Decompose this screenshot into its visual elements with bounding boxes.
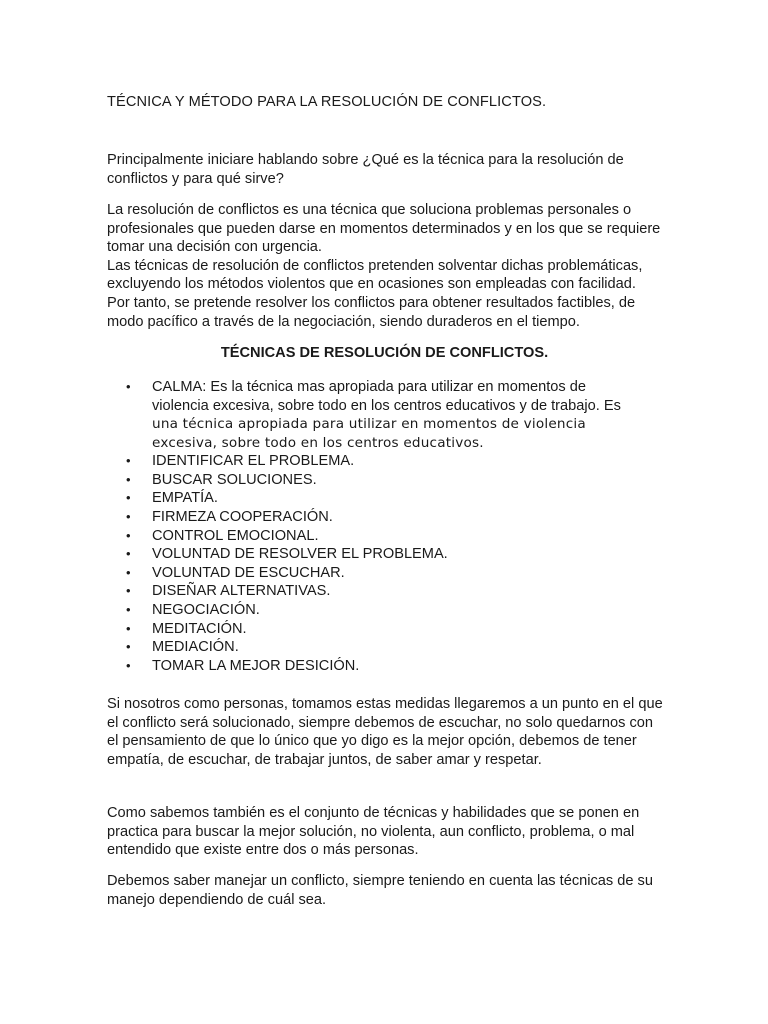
bullet-icon: • — [126, 527, 131, 543]
definition-sentence: La resolución de conflictos es una técnica que soluciona problemas personales o profesionales que pueden darse en momentos determinados y en los que se requiere tomar una decisión con urgencia. — [107, 202, 661, 256]
list-item — [107, 378, 627, 452]
bullet-icon: • — [126, 379, 131, 394]
conclusion-paragraph: Si nosotros como personas, tomamos estas medidas llegaremos a un punto en el que el conflicto será solucionado, siempre debemos de escuchar, no solo quedarnos con el pensamiento de que lo único que yo digo es la mejor opción, debemos de tener empatía, de escuchar, de trabajar juntos, de saber amar y respetar. — [107, 696, 663, 768]
bullet-icon: • — [126, 601, 131, 617]
list-item-text: BUSCAR SOLUCIONES. — [152, 471, 317, 488]
list-item-text: VOLUNTAD DE RESOLVER EL PROBLEMA. — [152, 546, 448, 563]
section-heading: TÉCNICAS DE RESOLUCIÓN DE CONFLICTOS. — [220, 345, 549, 361]
list-item-text: TOMAR LA MEJOR DESICIÓN. — [152, 657, 360, 674]
bullet-icon: • — [126, 453, 131, 469]
list-item-text: NEGOCIACIÓN. — [152, 601, 260, 618]
bullet-icon: • — [126, 490, 131, 506]
bullet-icon: • — [126, 546, 131, 562]
list-item-text: CALMA: Es la técnica mas apropiada para utilizar en momentos de violencia excesiva, sobre todo en los centros educativos y de trabajo. Es — [152, 379, 621, 414]
list-item — [107, 508, 627, 527]
list-item — [107, 582, 627, 601]
list-item-continuation: una técnica apropiada para utilizar en momentos de violencia excesiva, sobre todo en los centros educativos. — [152, 416, 586, 451]
bullet-icon: • — [126, 583, 131, 599]
list-item — [107, 471, 627, 490]
list-item — [107, 620, 627, 639]
list-item-text: FIRMEZA COOPERACIÓN. — [152, 508, 333, 525]
list-item-text: MEDIACIÓN. — [152, 639, 239, 656]
list-item-text: MEDITACIÓN. — [152, 620, 247, 637]
bullet-icon: • — [126, 508, 131, 524]
intro-paragraph: Principalmente iniciare hablando sobre ¿Qué es la técnica para la resolución de conflictos y para qué sirve? — [107, 152, 624, 187]
closing-paragraph: Debemos saber manejar un conflicto, siempre teniendo en cuenta las técnicas de su manejo dependiendo de cuál sea. — [107, 873, 653, 908]
bullet-icon: • — [126, 620, 131, 636]
document-title: TÉCNICA Y MÉTODO PARA LA RESOLUCIÓN DE CONFLICTOS. — [107, 94, 547, 110]
list-item — [107, 545, 627, 564]
bullet-icon: • — [126, 564, 131, 580]
list-item — [107, 527, 627, 546]
list-item — [107, 564, 627, 583]
list-item-text: IDENTIFICAR EL PROBLEMA. — [152, 453, 355, 470]
list-item-text: CONTROL EMOCIONAL. — [152, 527, 319, 544]
definition-sentence: Las técnicas de resolución de conflictos pretenden solventar dichas problemáticas, excluyendo los métodos violentos que en ocasiones son empleadas con facilidad. — [107, 257, 643, 293]
bullet-icon: • — [126, 639, 131, 655]
definition-sentence: Por tanto, se pretende resolver los conflictos para obtener resultados factibles, de modo pacífico a través de la negociación, siendo duraderos en el tiempo. — [107, 294, 636, 330]
list-item-text: VOLUNTAD DE ESCUCHAR. — [152, 564, 345, 581]
list-item-text: EMPATÍA. — [152, 490, 218, 507]
list-item — [107, 489, 627, 508]
bullet-icon: • — [126, 471, 131, 487]
list-item — [107, 638, 627, 657]
list-item-text: DISEÑAR ALTERNATIVAS. — [152, 583, 331, 600]
list-item — [107, 601, 627, 620]
bullet-icon: • — [126, 657, 131, 673]
techniques-definition-paragraph: Como sabemos también es el conjunto de técnicas y habilidades que se ponen en practica para buscar la mejor solución, no violenta, aun conflicto, problema, o mal entendido que existe entre dos o más personas. — [107, 805, 640, 859]
techniques-list — [107, 378, 627, 675]
definition-paragraph — [107, 201, 667, 331]
list-item — [107, 452, 627, 471]
list-item — [107, 657, 627, 676]
